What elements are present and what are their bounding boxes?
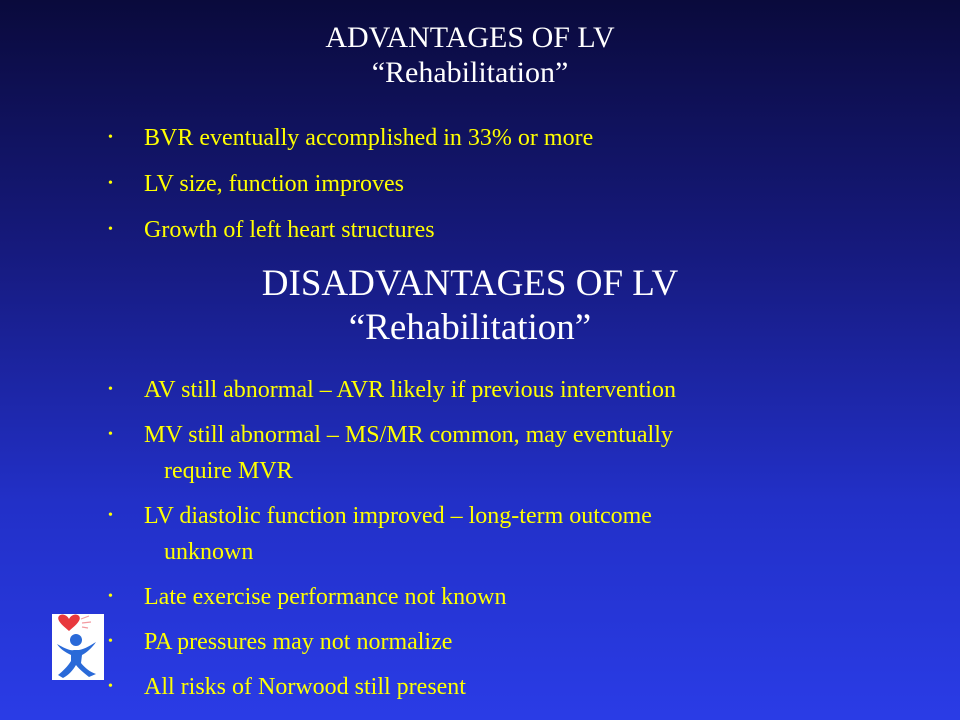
bullet-icon: •: [108, 222, 113, 237]
list-item-text: Growth of left heart structures: [144, 217, 435, 243]
bullet-icon: •: [108, 176, 113, 191]
disadvantages-list: [108, 372, 908, 714]
list-item-text: MV still abnormal – MS/MR common, may eventually: [144, 422, 673, 448]
list-item-text: PA pressures may not normalize: [144, 629, 453, 655]
heart-child-logo-icon: [52, 614, 104, 680]
list-item-text: LV diastolic function improved – long-term outcome: [144, 503, 652, 529]
bullet-icon: •: [108, 589, 113, 604]
list-item: [108, 372, 908, 408]
disadvantages-title-line1: DISADVANTAGES OF LV: [261, 263, 679, 304]
bullet-icon: •: [108, 427, 113, 442]
list-item-text: All risks of Norwood still present: [144, 674, 466, 700]
advantages-list: [108, 121, 908, 259]
list-item-text: Late exercise performance not known: [144, 584, 507, 610]
list-item: [108, 624, 908, 660]
list-item-text: AV still abnormal – AVR likely if previous intervention: [144, 377, 676, 403]
list-item: [108, 167, 908, 213]
list-item-text: BVR eventually accomplished in 33% or more: [144, 125, 594, 151]
advantages-title-line2: “Rehabilitation”: [371, 56, 569, 90]
list-item: [108, 121, 908, 167]
bullet-icon: •: [108, 634, 113, 649]
bullet-icon: •: [108, 382, 113, 397]
list-item: [108, 669, 908, 705]
bullet-icon: •: [108, 508, 113, 523]
list-item: [108, 579, 908, 615]
list-item: [108, 417, 908, 489]
advantages-title: [0, 20, 940, 91]
disadvantages-title: [0, 262, 940, 351]
list-item-continuation: require MVR: [164, 458, 293, 484]
list-item: [108, 213, 908, 259]
list-item: [108, 498, 908, 570]
advantages-title-line1: ADVANTAGES OF LV: [325, 21, 615, 54]
list-item-continuation: unknown: [164, 539, 254, 565]
list-item-text: LV size, function improves: [144, 171, 404, 197]
bullet-icon: •: [108, 679, 113, 694]
bullet-icon: •: [108, 130, 113, 145]
disadvantages-title-line2: “Rehabilitation”: [348, 307, 592, 349]
